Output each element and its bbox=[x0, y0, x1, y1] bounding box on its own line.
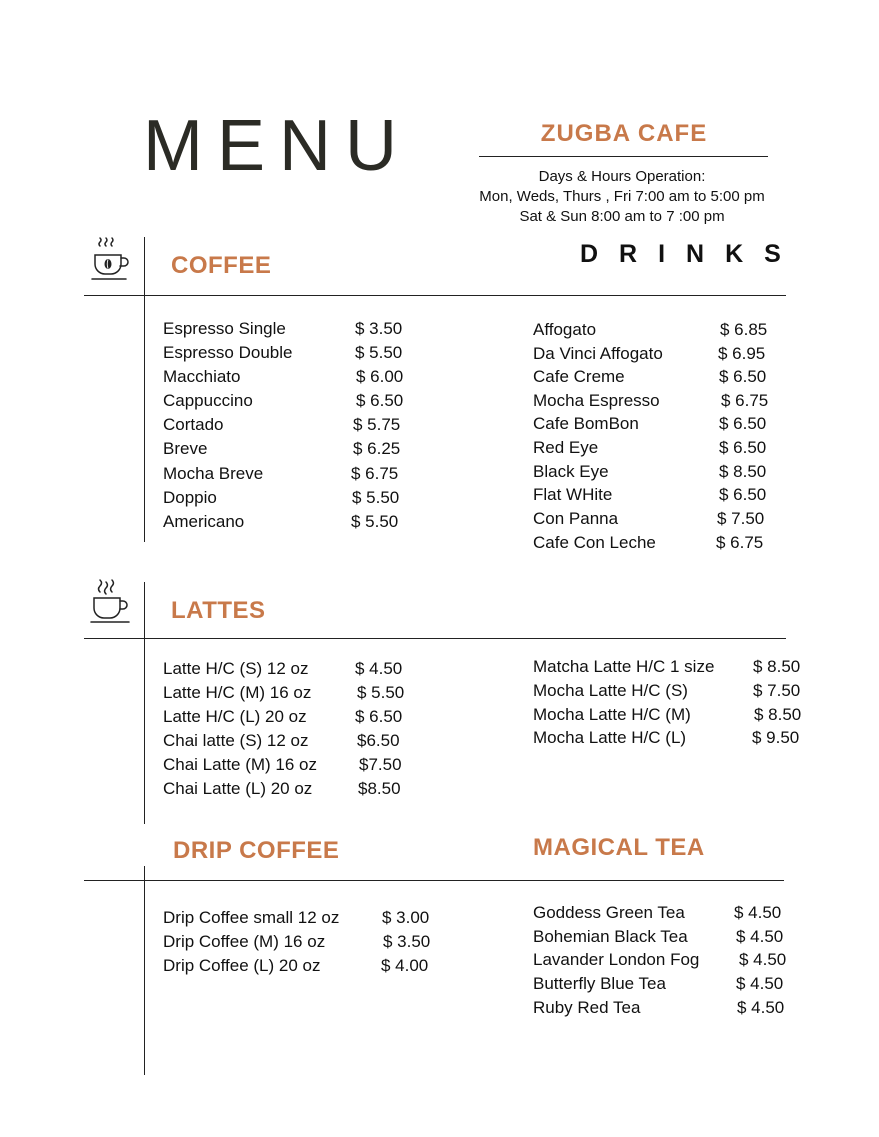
list-item-price: $ 5.50 bbox=[351, 512, 399, 531]
list-item-price: $ 8.50 bbox=[719, 462, 767, 481]
list-item-name: Latte H/C (L) 20 oz bbox=[163, 707, 307, 726]
drip-coffee-vertical-rule bbox=[144, 866, 145, 1075]
list-item-name: Cafe Creme bbox=[533, 367, 625, 386]
list-item-price: $ 7.50 bbox=[717, 509, 765, 528]
list-item-price: $ 4.50 bbox=[739, 950, 787, 969]
list-item-name: Mocha Latte H/C (S) bbox=[533, 681, 688, 700]
coffee-bean-cup-icon bbox=[88, 234, 134, 289]
list-item-name: Cafe Con Leche bbox=[533, 533, 656, 552]
list-item-price: $ 6.75 bbox=[351, 464, 399, 483]
list-item-name: Butterfly Blue Tea bbox=[533, 974, 666, 993]
list-item-price: $ 9.50 bbox=[752, 728, 800, 747]
list-item-name: Mocha Latte H/C (L) bbox=[533, 728, 687, 747]
list-item-price: $ 6.50 bbox=[719, 367, 767, 386]
list-item-price: $7.50 bbox=[359, 755, 402, 774]
list-item-price: $ 7.50 bbox=[753, 681, 801, 700]
list-item-name: Cortado bbox=[163, 415, 224, 434]
list-item-name: Goddess Green Tea bbox=[533, 903, 685, 922]
drip-coffee-divider bbox=[84, 880, 784, 881]
list-item-name: Latte H/C (S) 12 oz bbox=[163, 659, 309, 678]
list-item-price: $ 4.50 bbox=[737, 998, 785, 1017]
list-item-name: Americano bbox=[163, 512, 245, 531]
list-item-name: Drip Coffee small 12 oz bbox=[163, 908, 340, 927]
list-item-price: $ 4.50 bbox=[355, 659, 403, 678]
list-item-price: $ 5.50 bbox=[357, 683, 405, 702]
list-item-price: $8.50 bbox=[358, 779, 401, 798]
list-item-name: Ruby Red Tea bbox=[533, 998, 641, 1017]
list-item-name: Mocha Breve bbox=[163, 464, 264, 483]
list-item-name: Con Panna bbox=[533, 509, 619, 528]
steaming-cup-icon bbox=[88, 578, 134, 631]
list-item-name: Flat WHite bbox=[533, 485, 613, 504]
drinks-section-title: DRINKS bbox=[580, 240, 802, 268]
list-item-price: $ 6.50 bbox=[355, 707, 403, 726]
cafe-name-divider bbox=[479, 156, 768, 157]
list-item-name: Macchiato bbox=[163, 367, 241, 386]
list-item-name: Chai Latte (M) 16 oz bbox=[163, 755, 318, 774]
coffee-vertical-rule bbox=[144, 237, 145, 542]
list-item-name: Mocha Latte H/C (M) bbox=[533, 705, 691, 724]
cafe-name: ZUGBA CAFE bbox=[540, 120, 708, 147]
list-item-name: Black Eye bbox=[533, 462, 609, 481]
list-item-name: Cafe BomBon bbox=[533, 414, 639, 433]
list-item-name: Drip Coffee (M) 16 oz bbox=[163, 932, 326, 951]
hours-weekend: Sat & Sun 8:00 am to 7 :00 pm bbox=[519, 208, 725, 225]
list-item-price: $ 6.25 bbox=[353, 439, 401, 458]
list-item-price: $ 8.50 bbox=[753, 657, 801, 676]
magical-tea-section-title: MAGICAL TEA bbox=[533, 834, 705, 861]
hours-weekday: Mon, Weds, Thurs , Fri 7:00 am to 5:00 pm bbox=[479, 188, 765, 205]
list-item-name: Affogato bbox=[533, 320, 597, 339]
list-item-price: $ 6.85 bbox=[720, 320, 768, 339]
list-item-price: $ 6.50 bbox=[719, 438, 767, 457]
list-item-name: Breve bbox=[163, 439, 208, 458]
list-item-price: $ 6.95 bbox=[718, 344, 766, 363]
list-item-price: $ 3.00 bbox=[382, 908, 430, 927]
list-item-price: $ 6.50 bbox=[356, 391, 404, 410]
menu-title: MENU bbox=[143, 106, 411, 186]
list-item-price: $ 4.00 bbox=[381, 956, 429, 975]
list-item-name: Espresso Double bbox=[163, 343, 293, 362]
list-item-name: Mocha Espresso bbox=[533, 391, 660, 410]
list-item-name: Doppio bbox=[163, 488, 217, 507]
list-item-name: Chai Latte (L) 20 oz bbox=[163, 779, 313, 798]
list-item-price: $6.50 bbox=[357, 731, 400, 750]
list-item-name: Lavander London Fog bbox=[533, 950, 700, 969]
list-item-name: Red Eye bbox=[533, 438, 599, 457]
list-item-price: $ 6.50 bbox=[719, 414, 767, 433]
hours-block bbox=[462, 167, 782, 227]
list-item-price: $ 6.50 bbox=[719, 485, 767, 504]
list-item-name: Espresso Single bbox=[163, 319, 286, 338]
list-item-price: $ 4.50 bbox=[736, 974, 784, 993]
list-item-name: Latte H/C (M) 16 oz bbox=[163, 683, 312, 702]
list-item-name: Da Vinci Affogato bbox=[533, 344, 663, 363]
drip-coffee-section-title: DRIP COFFEE bbox=[173, 837, 340, 864]
list-item-name: Chai latte (S) 12 oz bbox=[163, 731, 309, 750]
list-item-price: $ 3.50 bbox=[383, 932, 431, 951]
list-item-name: Bohemian Black Tea bbox=[533, 927, 688, 946]
list-item-price: $ 6.75 bbox=[721, 391, 769, 410]
lattes-section-title: LATTES bbox=[171, 597, 266, 624]
list-item-price: $ 5.50 bbox=[352, 488, 400, 507]
lattes-divider bbox=[84, 638, 786, 639]
list-item-name: Cappuccino bbox=[163, 391, 253, 410]
list-item-price: $ 5.75 bbox=[353, 415, 401, 434]
list-item-price: $ 5.50 bbox=[355, 343, 403, 362]
list-item-price: $ 6.75 bbox=[716, 533, 764, 552]
coffee-divider bbox=[84, 295, 786, 296]
lattes-vertical-rule bbox=[144, 582, 145, 824]
list-item-name: Matcha Latte H/C 1 size bbox=[533, 657, 715, 676]
hours-title: Days & Hours Operation: bbox=[538, 168, 706, 185]
list-item-price: $ 3.50 bbox=[355, 319, 403, 338]
list-item-price: $ 4.50 bbox=[734, 903, 782, 922]
coffee-section-title: COFFEE bbox=[171, 252, 272, 279]
list-item-price: $ 8.50 bbox=[754, 705, 802, 724]
list-item-price: $ 4.50 bbox=[736, 927, 784, 946]
list-item-price: $ 6.00 bbox=[356, 367, 404, 386]
list-item-name: Drip Coffee (L) 20 oz bbox=[163, 956, 321, 975]
